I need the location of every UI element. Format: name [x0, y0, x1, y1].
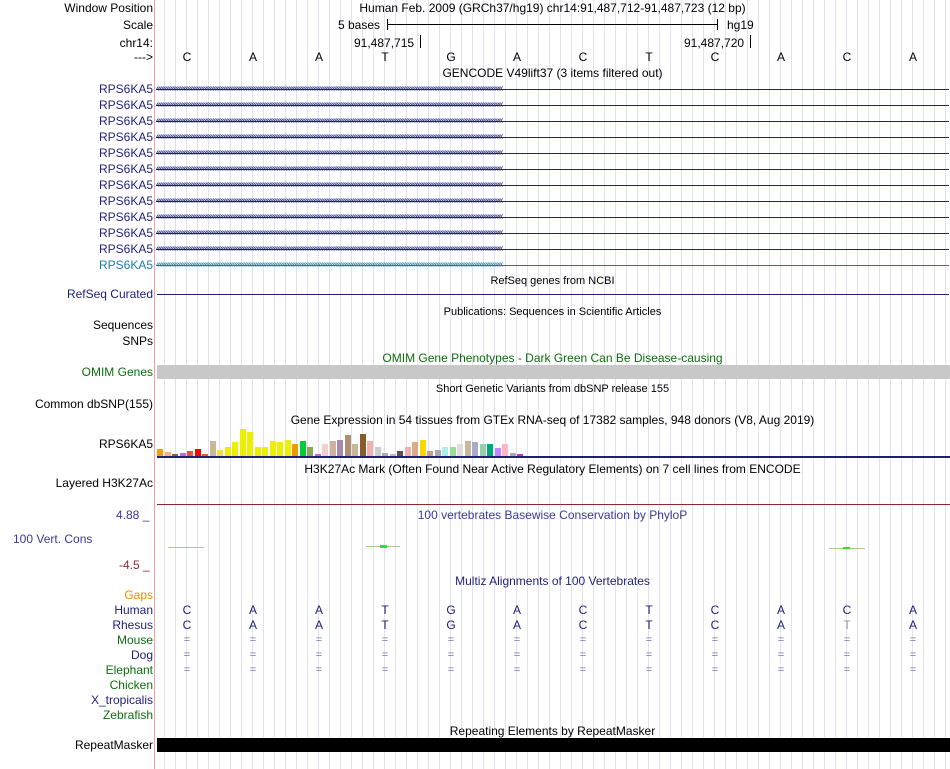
- phylop-max-label: 4.88 _: [116, 508, 150, 522]
- multiz-species-label[interactable]: Dog: [130, 648, 153, 662]
- gencode-strand-arrows: ‹‹‹‹‹‹‹‹‹‹‹‹‹‹‹‹‹‹‹‹‹‹‹‹‹‹‹‹‹‹‹‹‹‹‹‹‹‹‹‹‹‹‹‹‹‹‹‹‹‹‹‹‹‹‹‹‹‹‹‹‹‹‹‹‹‹‹‹‹‹‹‹‹‹‹‹‹‹‹‹‹‹‹‹‹‹‹‹‹‹‹‹‹‹‹‹‹‹‹‹‹‹‹‹‹‹‹‹‹‹‹‹‹‹‹‹‹‹‹‹‹‹‹‹‹‹‹‹‹‹‹‹‹‹‹‹‹‹‹‹‹‹‹‹‹‹‹‹‹‹‹‹‹‹‹‹‹‹‹‹‹‹‹‹‹‹‹‹‹‹‹‹‹‹‹‹‹‹‹‹‹‹‹‹‹‹‹‹‹‹‹‹‹‹‹‹‹‹‹‹: [156, 163, 503, 172]
- gtex-gene-label[interactable]: RPS6KA5: [98, 437, 153, 451]
- gencode-strand-arrows: ‹‹‹‹‹‹‹‹‹‹‹‹‹‹‹‹‹‹‹‹‹‹‹‹‹‹‹‹‹‹‹‹‹‹‹‹‹‹‹‹‹‹‹‹‹‹‹‹‹‹‹‹‹‹‹‹‹‹‹‹‹‹‹‹‹‹‹‹‹‹‹‹‹‹‹‹‹‹‹‹‹‹‹‹‹‹‹‹‹‹‹‹‹‹‹‹‹‹‹‹‹‹‹‹‹‹‹‹‹‹‹‹‹‹‹‹‹‹‹‹‹‹‹‹‹‹‹‹‹‹‹‹‹‹‹‹‹‹‹‹‹‹‹‹‹‹‹‹‹‹‹‹‹‹‹‹‹‹‹‹‹‹‹‹‹‹‹‹‹‹‹‹‹‹‹‹‹‹‹‹‹‹‹‹‹‹‹‹‹‹‹‹‹‹‹‹‹‹‹‹: [156, 147, 503, 156]
- multiz-base: A: [908, 618, 917, 632]
- multiz-base: =: [315, 634, 323, 646]
- gencode-strand-arrows: ‹‹‹‹‹‹‹‹‹‹‹‹‹‹‹‹‹‹‹‹‹‹‹‹‹‹‹‹‹‹‹‹‹‹‹‹‹‹‹‹‹‹‹‹‹‹‹‹‹‹‹‹‹‹‹‹‹‹‹‹‹‹‹‹‹‹‹‹‹‹‹‹‹‹‹‹‹‹‹‹‹‹‹‹‹‹‹‹‹‹‹‹‹‹‹‹‹‹‹‹‹‹‹‹‹‹‹‹‹‹‹‹‹‹‹‹‹‹‹‹‹‹‹‹‹‹‹‹‹‹‹‹‹‹‹‹‹‹‹‹‹‹‹‹‹‹‹‹‹‹‹‹‹‹‹‹‹‹‹‹‹‹‹‹‹‹‹‹‹‹‹‹‹‹‹‹‹‹‹‹‹‹‹‹‹‹‹‹‹‹‹‹‹‹‹‹‹‹‹‹: [156, 83, 503, 92]
- gtex-tissue-bar[interactable]: [420, 440, 426, 457]
- multiz-base: C: [842, 603, 852, 617]
- phylop-label[interactable]: 100 Vert. Cons: [13, 532, 93, 546]
- scale-bar-right-tick: [717, 19, 718, 30]
- multiz-base: G: [446, 618, 456, 632]
- multiz-base: A: [512, 603, 521, 617]
- multiz-base: T: [645, 603, 653, 617]
- multiz-base: T: [645, 618, 653, 632]
- publications-track-title[interactable]: Publications: Sequences in Scientific Articles: [443, 306, 662, 318]
- gencode-strand-arrows: ‹‹‹‹‹‹‹‹‹‹‹‹‹‹‹‹‹‹‹‹‹‹‹‹‹‹‹‹‹‹‹‹‹‹‹‹‹‹‹‹‹‹‹‹‹‹‹‹‹‹‹‹‹‹‹‹‹‹‹‹‹‹‹‹‹‹‹‹‹‹‹‹‹‹‹‹‹‹‹‹‹‹‹‹‹‹‹‹‹‹‹‹‹‹‹‹‹‹‹‹‹‹‹‹‹‹‹‹‹‹‹‹‹‹‹‹‹‹‹‹‹‹‹‹‹‹‹‹‹‹‹‹‹‹‹‹‹‹‹‹‹‹‹‹‹‹‹‹‹‹‹‹‹‹‹‹‹‹‹‹‹‹‹‹‹‹‹‹‹‹‹‹‹‹‹‹‹‹‹‹‹‹‹‹‹‹‹‹‹‹‹‹‹‹‹‹‹‹‹‹: [156, 259, 503, 268]
- multiz-base: A: [776, 618, 785, 632]
- window-position-value: Human Feb. 2009 (GRCh37/hg19) chr14:91,487,712-91,487,723 (12 bp): [359, 1, 746, 15]
- gtex-expression-chart[interactable]: [157, 427, 950, 457]
- multiz-base: =: [381, 634, 389, 646]
- multiz-base: =: [381, 649, 389, 661]
- dbsnp-track-title[interactable]: Short Genetic Variants from dbSNP release 155: [435, 383, 670, 395]
- multiz-species-label[interactable]: Elephant: [105, 663, 153, 677]
- multiz-base: =: [711, 634, 719, 646]
- multiz-base: =: [645, 649, 653, 661]
- multiz-base: =: [777, 664, 785, 676]
- gtex-tissue-bar[interactable]: [232, 442, 238, 457]
- multiz-base: C: [578, 603, 588, 617]
- multiz-base: =: [315, 649, 323, 661]
- multiz-base: =: [513, 664, 521, 676]
- multiz-base: T: [843, 618, 851, 632]
- multiz-base: A: [314, 603, 323, 617]
- scale-bar: [387, 24, 717, 25]
- h3k27ac-label[interactable]: Layered H3K27Ac: [55, 476, 153, 490]
- base-letter: C: [842, 50, 852, 64]
- gencode-gene-label[interactable]: RPS6KA5: [98, 130, 153, 144]
- gtex-tissue-bar[interactable]: [412, 442, 418, 457]
- gtex-tissue-bar[interactable]: [345, 435, 351, 457]
- base-letter: G: [446, 50, 456, 64]
- multiz-base: =: [183, 634, 191, 646]
- gtex-tissue-bar[interactable]: [247, 432, 253, 457]
- gencode-gene-label[interactable]: RPS6KA5: [98, 226, 153, 240]
- base-letter: T: [645, 50, 653, 64]
- base-letter: A: [512, 50, 521, 64]
- multiz-base: =: [183, 664, 191, 676]
- multiz-base: =: [513, 649, 521, 661]
- multiz-base: G: [446, 603, 456, 617]
- multiz-base: =: [909, 649, 917, 661]
- multiz-base: =: [249, 649, 257, 661]
- multiz-base: =: [645, 664, 653, 676]
- gtex-tissue-bar[interactable]: [360, 434, 366, 457]
- multiz-base: =: [183, 649, 191, 661]
- multiz-base: T: [381, 618, 389, 632]
- multiz-species-label[interactable]: Zebrafish: [102, 708, 153, 722]
- gtex-gene-line: [157, 456, 950, 458]
- multiz-base: C: [710, 618, 720, 632]
- multiz-track-title[interactable]: Multiz Alignments of 100 Vertebrates: [455, 574, 650, 588]
- multiz-base: =: [381, 664, 389, 676]
- omim-track-title[interactable]: OMIM Gene Phenotypes - Dark Green Can Be Disease-causing: [382, 351, 723, 365]
- gencode-gene-label[interactable]: RPS6KA5: [98, 178, 153, 192]
- gtex-tissue-bar[interactable]: [472, 442, 478, 457]
- multiz-base: C: [182, 618, 192, 632]
- multiz-base: =: [777, 649, 785, 661]
- multiz-gaps-label[interactable]: Gaps: [124, 588, 153, 602]
- gtex-track-title[interactable]: Gene Expression in 54 tissues from GTEx RNA-seq of 17382 samples, 948 donors (V8, Aug 2019): [290, 413, 815, 427]
- repeatmasker-bar[interactable]: [157, 738, 950, 752]
- multiz-base: =: [843, 634, 851, 646]
- gencode-strand-arrows: ‹‹‹‹‹‹‹‹‹‹‹‹‹‹‹‹‹‹‹‹‹‹‹‹‹‹‹‹‹‹‹‹‹‹‹‹‹‹‹‹‹‹‹‹‹‹‹‹‹‹‹‹‹‹‹‹‹‹‹‹‹‹‹‹‹‹‹‹‹‹‹‹‹‹‹‹‹‹‹‹‹‹‹‹‹‹‹‹‹‹‹‹‹‹‹‹‹‹‹‹‹‹‹‹‹‹‹‹‹‹‹‹‹‹‹‹‹‹‹‹‹‹‹‹‹‹‹‹‹‹‹‹‹‹‹‹‹‹‹‹‹‹‹‹‹‹‹‹‹‹‹‹‹‹‹‹‹‹‹‹‹‹‹‹‹‹‹‹‹‹‹‹‹‹‹‹‹‹‹‹‹‹‹‹‹‹‹‹‹‹‹‹‹‹‹‹‹‹‹‹: [156, 243, 503, 252]
- gencode-gene-label[interactable]: RPS6KA5: [98, 98, 153, 112]
- multiz-base: =: [315, 664, 323, 676]
- gencode-strand-arrows: ‹‹‹‹‹‹‹‹‹‹‹‹‹‹‹‹‹‹‹‹‹‹‹‹‹‹‹‹‹‹‹‹‹‹‹‹‹‹‹‹‹‹‹‹‹‹‹‹‹‹‹‹‹‹‹‹‹‹‹‹‹‹‹‹‹‹‹‹‹‹‹‹‹‹‹‹‹‹‹‹‹‹‹‹‹‹‹‹‹‹‹‹‹‹‹‹‹‹‹‹‹‹‹‹‹‹‹‹‹‹‹‹‹‹‹‹‹‹‹‹‹‹‹‹‹‹‹‹‹‹‹‹‹‹‹‹‹‹‹‹‹‹‹‹‹‹‹‹‹‹‹‹‹‹‹‹‹‹‹‹‹‹‹‹‹‹‹‹‹‹‹‹‹‹‹‹‹‹‹‹‹‹‹‹‹‹‹‹‹‹‹‹‹‹‹‹‹‹‹‹: [156, 195, 503, 204]
- ruler-pos-right: 91,487,720: [684, 36, 745, 50]
- ruler-pos-left: 91,487,715: [354, 36, 415, 50]
- multiz-base: =: [909, 634, 917, 646]
- sequences-label[interactable]: Sequences: [92, 318, 153, 332]
- gencode-gene-label[interactable]: RPS6KA5: [98, 194, 153, 208]
- multiz-base: T: [381, 603, 389, 617]
- phylop-bar-2: [380, 545, 387, 548]
- h3k27ac-track-title[interactable]: H3K27Ac Mark (Often Found Near Active Regulatory Elements) on 7 cell lines from ENCODE: [304, 462, 801, 476]
- scale-bar-left-tick: [387, 19, 388, 30]
- gencode-strand-arrows: ‹‹‹‹‹‹‹‹‹‹‹‹‹‹‹‹‹‹‹‹‹‹‹‹‹‹‹‹‹‹‹‹‹‹‹‹‹‹‹‹‹‹‹‹‹‹‹‹‹‹‹‹‹‹‹‹‹‹‹‹‹‹‹‹‹‹‹‹‹‹‹‹‹‹‹‹‹‹‹‹‹‹‹‹‹‹‹‹‹‹‹‹‹‹‹‹‹‹‹‹‹‹‹‹‹‹‹‹‹‹‹‹‹‹‹‹‹‹‹‹‹‹‹‹‹‹‹‹‹‹‹‹‹‹‹‹‹‹‹‹‹‹‹‹‹‹‹‹‹‹‹‹‹‹‹‹‹‹‹‹‹‹‹‹‹‹‹‹‹‹‹‹‹‹‹‹‹‹‹‹‹‹‹‹‹‹‹‹‹‹‹‹‹‹‹‹‹‹‹‹: [156, 131, 503, 140]
- base-letter: C: [578, 50, 588, 64]
- multiz-species-label[interactable]: Chicken: [109, 678, 153, 692]
- multiz-base: =: [711, 664, 719, 676]
- multiz-base: =: [777, 634, 785, 646]
- gencode-gene-label[interactable]: RPS6KA5: [98, 146, 153, 160]
- refseq-curated-label[interactable]: RefSeq Curated: [66, 287, 153, 301]
- gencode-gene-label[interactable]: RPS6KA5: [98, 162, 153, 176]
- h3k27ac-baseline: [157, 504, 950, 505]
- gtex-tissue-bar[interactable]: [300, 441, 306, 457]
- gtex-tissue-bar[interactable]: [270, 441, 276, 457]
- phylop-track-title[interactable]: 100 vertebrates Basewise Conservation by PhyloP: [417, 508, 688, 522]
- scale-label: Scale: [122, 18, 153, 32]
- repeatmasker-label[interactable]: RepeatMasker: [74, 738, 153, 752]
- multiz-base: C: [710, 603, 720, 617]
- multiz-species-label[interactable]: Mouse: [116, 633, 153, 647]
- multiz-species-label[interactable]: Human: [114, 603, 153, 617]
- multiz-base: A: [908, 603, 917, 617]
- multiz-base: =: [645, 634, 653, 646]
- multiz-base: =: [579, 664, 587, 676]
- repeatmasker-track-title[interactable]: Repeating Elements by RepeatMasker: [449, 724, 656, 738]
- base-letter: A: [908, 50, 917, 64]
- multiz-base: =: [579, 649, 587, 661]
- base-letter: T: [381, 50, 389, 64]
- base-letter: C: [710, 50, 720, 64]
- gencode-track-title[interactable]: GENCODE V49lift37 (3 items filtered out): [442, 66, 663, 80]
- multiz-species-label[interactable]: Rhesus: [112, 618, 153, 632]
- gencode-gene-label[interactable]: RPS6KA5: [98, 210, 153, 224]
- multiz-base: =: [843, 649, 851, 661]
- scale-bases: 5 bases: [338, 18, 381, 32]
- common-dbsnp-label[interactable]: Common dbSNP(155): [34, 397, 153, 411]
- phylop-bar-3: [843, 547, 850, 549]
- multiz-base: =: [909, 664, 917, 676]
- base-letter: C: [182, 50, 192, 64]
- omim-gene-bar[interactable]: [157, 365, 950, 379]
- gencode-gene-label[interactable]: RPS6KA5: [98, 242, 153, 256]
- gencode-strand-arrows: ‹‹‹‹‹‹‹‹‹‹‹‹‹‹‹‹‹‹‹‹‹‹‹‹‹‹‹‹‹‹‹‹‹‹‹‹‹‹‹‹‹‹‹‹‹‹‹‹‹‹‹‹‹‹‹‹‹‹‹‹‹‹‹‹‹‹‹‹‹‹‹‹‹‹‹‹‹‹‹‹‹‹‹‹‹‹‹‹‹‹‹‹‹‹‹‹‹‹‹‹‹‹‹‹‹‹‹‹‹‹‹‹‹‹‹‹‹‹‹‹‹‹‹‹‹‹‹‹‹‹‹‹‹‹‹‹‹‹‹‹‹‹‹‹‹‹‹‹‹‹‹‹‹‹‹‹‹‹‹‹‹‹‹‹‹‹‹‹‹‹‹‹‹‹‹‹‹‹‹‹‹‹‹‹‹‹‹‹‹‹‹‹‹‹‹‹‹‹‹‹: [156, 179, 503, 188]
- refseq-track-title[interactable]: RefSeq genes from NCBI: [490, 275, 615, 287]
- base-letter: A: [776, 50, 785, 64]
- gtex-tissue-bar[interactable]: [367, 441, 373, 457]
- gtex-tissue-bar[interactable]: [465, 441, 471, 457]
- gtex-tissue-bar[interactable]: [337, 440, 343, 457]
- multiz-base: A: [248, 603, 257, 617]
- gencode-gene-label[interactable]: RPS6KA5: [98, 258, 153, 272]
- gencode-strand-arrows: ‹‹‹‹‹‹‹‹‹‹‹‹‹‹‹‹‹‹‹‹‹‹‹‹‹‹‹‹‹‹‹‹‹‹‹‹‹‹‹‹‹‹‹‹‹‹‹‹‹‹‹‹‹‹‹‹‹‹‹‹‹‹‹‹‹‹‹‹‹‹‹‹‹‹‹‹‹‹‹‹‹‹‹‹‹‹‹‹‹‹‹‹‹‹‹‹‹‹‹‹‹‹‹‹‹‹‹‹‹‹‹‹‹‹‹‹‹‹‹‹‹‹‹‹‹‹‹‹‹‹‹‹‹‹‹‹‹‹‹‹‹‹‹‹‹‹‹‹‹‹‹‹‹‹‹‹‹‹‹‹‹‹‹‹‹‹‹‹‹‹‹‹‹‹‹‹‹‹‹‹‹‹‹‹‹‹‹‹‹‹‹‹‹‹‹‹‹‹‹‹: [156, 115, 503, 124]
- multiz-base: =: [579, 634, 587, 646]
- multiz-base: =: [447, 634, 455, 646]
- multiz-base: A: [314, 618, 323, 632]
- multiz-base: =: [447, 649, 455, 661]
- multiz-base: =: [513, 634, 521, 646]
- multiz-base: C: [578, 618, 588, 632]
- gtex-tissue-bar[interactable]: [240, 429, 246, 457]
- multiz-base: =: [249, 634, 257, 646]
- gtex-tissue-bar[interactable]: [210, 441, 216, 457]
- window-position-label: Window Position: [64, 1, 153, 15]
- phylop-bar-1: [168, 547, 204, 548]
- strand-label: --->: [134, 50, 153, 64]
- multiz-base: =: [447, 664, 455, 676]
- base-letter: A: [248, 50, 257, 64]
- base-letter: A: [314, 50, 323, 64]
- multiz-base: C: [182, 603, 192, 617]
- gencode-strand-arrows: ‹‹‹‹‹‹‹‹‹‹‹‹‹‹‹‹‹‹‹‹‹‹‹‹‹‹‹‹‹‹‹‹‹‹‹‹‹‹‹‹‹‹‹‹‹‹‹‹‹‹‹‹‹‹‹‹‹‹‹‹‹‹‹‹‹‹‹‹‹‹‹‹‹‹‹‹‹‹‹‹‹‹‹‹‹‹‹‹‹‹‹‹‹‹‹‹‹‹‹‹‹‹‹‹‹‹‹‹‹‹‹‹‹‹‹‹‹‹‹‹‹‹‹‹‹‹‹‹‹‹‹‹‹‹‹‹‹‹‹‹‹‹‹‹‹‹‹‹‹‹‹‹‹‹‹‹‹‹‹‹‹‹‹‹‹‹‹‹‹‹‹‹‹‹‹‹‹‹‹‹‹‹‹‹‹‹‹‹‹‹‹‹‹‹‹‹‹‹‹‹: [156, 211, 503, 220]
- gencode-strand-arrows: ‹‹‹‹‹‹‹‹‹‹‹‹‹‹‹‹‹‹‹‹‹‹‹‹‹‹‹‹‹‹‹‹‹‹‹‹‹‹‹‹‹‹‹‹‹‹‹‹‹‹‹‹‹‹‹‹‹‹‹‹‹‹‹‹‹‹‹‹‹‹‹‹‹‹‹‹‹‹‹‹‹‹‹‹‹‹‹‹‹‹‹‹‹‹‹‹‹‹‹‹‹‹‹‹‹‹‹‹‹‹‹‹‹‹‹‹‹‹‹‹‹‹‹‹‹‹‹‹‹‹‹‹‹‹‹‹‹‹‹‹‹‹‹‹‹‹‹‹‹‹‹‹‹‹‹‹‹‹‹‹‹‹‹‹‹‹‹‹‹‹‹‹‹‹‹‹‹‹‹‹‹‹‹‹‹‹‹‹‹‹‹‹‹‹‹‹‹‹‹‹: [156, 227, 503, 236]
- phylop-min-label: -4.5 _: [119, 558, 150, 572]
- multiz-base: A: [512, 618, 521, 632]
- scale-db: hg19: [727, 18, 754, 32]
- gencode-gene-label[interactable]: RPS6KA5: [98, 82, 153, 96]
- gencode-gene-label[interactable]: RPS6KA5: [98, 114, 153, 128]
- omim-genes-label[interactable]: OMIM Genes: [81, 365, 153, 379]
- multiz-base: =: [843, 664, 851, 676]
- multiz-base: A: [776, 603, 785, 617]
- gtex-tissue-bar[interactable]: [285, 440, 291, 457]
- gencode-strand-arrows: ‹‹‹‹‹‹‹‹‹‹‹‹‹‹‹‹‹‹‹‹‹‹‹‹‹‹‹‹‹‹‹‹‹‹‹‹‹‹‹‹‹‹‹‹‹‹‹‹‹‹‹‹‹‹‹‹‹‹‹‹‹‹‹‹‹‹‹‹‹‹‹‹‹‹‹‹‹‹‹‹‹‹‹‹‹‹‹‹‹‹‹‹‹‹‹‹‹‹‹‹‹‹‹‹‹‹‹‹‹‹‹‹‹‹‹‹‹‹‹‹‹‹‹‹‹‹‹‹‹‹‹‹‹‹‹‹‹‹‹‹‹‹‹‹‹‹‹‹‹‹‹‹‹‹‹‹‹‹‹‹‹‹‹‹‹‹‹‹‹‹‹‹‹‹‹‹‹‹‹‹‹‹‹‹‹‹‹‹‹‹‹‹‹‹‹‹‹‹‹‹: [156, 99, 503, 108]
- multiz-species-label[interactable]: X_tropicalis: [90, 693, 153, 707]
- ruler-tick-left: [420, 35, 421, 48]
- multiz-base: =: [249, 664, 257, 676]
- gtex-tissue-bar[interactable]: [277, 442, 283, 457]
- gtex-tissue-bar[interactable]: [330, 441, 336, 457]
- chrom-label: chr14:: [119, 36, 153, 50]
- ruler-tick-right: [750, 35, 751, 48]
- multiz-base: =: [711, 649, 719, 661]
- refseq-gene-line[interactable]: [157, 294, 949, 295]
- multiz-base: A: [248, 618, 257, 632]
- snps-label[interactable]: SNPs: [122, 334, 153, 348]
